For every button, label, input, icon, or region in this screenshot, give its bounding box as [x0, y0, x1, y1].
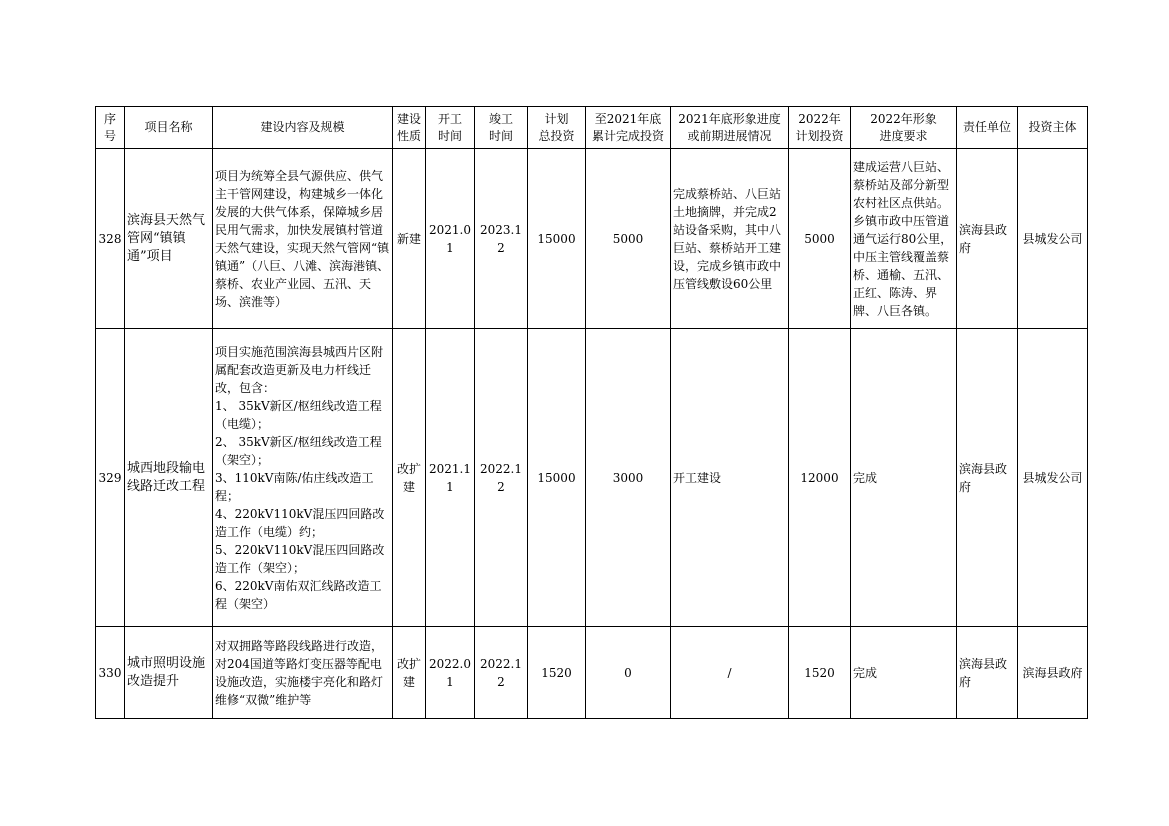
start-date: 2022.01	[426, 627, 475, 719]
construction-nature: 改扩建	[393, 329, 426, 627]
header-cell: 项目名称	[125, 107, 213, 149]
plan-investment-2022: 1520	[789, 627, 851, 719]
header-cell: 2021年底形象进度 或前期进展情况	[671, 107, 789, 149]
requirement-2022: 完成	[851, 329, 957, 627]
investment-done-2021: 0	[586, 627, 671, 719]
total-investment: 1520	[528, 627, 586, 719]
header-row	[96, 107, 1088, 149]
construction-nature: 新建	[393, 149, 426, 329]
investor: 滨海县政府	[1018, 627, 1088, 719]
header-cell: 开工 时间	[426, 107, 475, 149]
header-cell: 建设内容及规模	[213, 107, 393, 149]
table-row	[96, 627, 1088, 719]
investor: 县城发公司	[1018, 149, 1088, 329]
end-date: 2022.12	[475, 627, 528, 719]
header-cell: 至2021年底 累计完成投资	[586, 107, 671, 149]
responsible-unit: 滨海县政府	[957, 149, 1018, 329]
progress-2021: 开工建设	[671, 329, 789, 627]
header-cell: 竣工 时间	[475, 107, 528, 149]
requirement-2022: 建成运营八巨站、蔡桥站及部分新型农村社区点供站。乡镇市政中压管道通气运行80公里，中压主管线覆盖蔡桥、通榆、五汛、正红、陈涛、界牌、八巨各镇。	[851, 149, 957, 329]
end-date: 2022.12	[475, 329, 528, 627]
construction-nature: 改扩建	[393, 627, 426, 719]
header-cell: 计划 总投资	[528, 107, 586, 149]
total-investment: 15000	[528, 149, 586, 329]
header-cell: 投资主体	[1018, 107, 1088, 149]
construction-content: 项目实施范围滨海县城西片区附属配套改造更新及电力杆线迁改，包含： 1、 35kV新区/枢纽线改造工程（电缆）； 2、 35kV新区/枢纽线改造工程（架空）； 3、110kV南陈/佑庄线改造工程； 4、220kV110kV混压四回路改造工作（电缆）约； 5、220kV110kV混压四回路改造工作（架空）； 6、220kV南佑双汇线路改造工程（架空）	[213, 329, 393, 627]
progress-2021: 完成蔡桥站、八巨站土地摘牌，并完成2站设备采购，其中八巨站、蔡桥站开工建设，完成乡镇市政中压管线敷设60公里	[671, 149, 789, 329]
plan-investment-2022: 12000	[789, 329, 851, 627]
investment-done-2021: 5000	[586, 149, 671, 329]
requirement-2022: 完成	[851, 627, 957, 719]
investment-done-2021: 3000	[586, 329, 671, 627]
construction-content: 对双拥路等路段线路进行改造，对204国道等路灯变压器等配电设施改造，实施楼宇亮化和路灯维修“双微”维护等	[213, 627, 393, 719]
responsible-unit: 滨海县政府	[957, 329, 1018, 627]
row-number: 329	[96, 329, 125, 627]
end-date: 2023.12	[475, 149, 528, 329]
header-cell: 序 号	[96, 107, 125, 149]
project-name: 滨海县天然气管网“镇镇通”项目	[125, 149, 213, 329]
project-table	[95, 106, 1088, 719]
start-date: 2021.01	[426, 149, 475, 329]
header-cell: 责任单位	[957, 107, 1018, 149]
project-name: 城市照明设施改造提升	[125, 627, 213, 719]
table-row	[96, 329, 1088, 627]
header-cell: 2022年形象 进度要求	[851, 107, 957, 149]
header-cell: 2022年 计划投资	[789, 107, 851, 149]
row-number: 330	[96, 627, 125, 719]
total-investment: 15000	[528, 329, 586, 627]
construction-content: 项目为统筹全县气源供应、供气主干管网建设，构建城乡一体化发展的大供气体系，保障城乡居民用气需求，加快发展镇村管道天然气建设，实现天然气管网“镇镇通”（八巨、八滩、滨海港镇、蔡桥、农业产业园、五汛、天场、滨淮等）	[213, 149, 393, 329]
responsible-unit: 滨海县政府	[957, 627, 1018, 719]
progress-2021: /	[671, 627, 789, 719]
project-name: 城西地段输电线路迁改工程	[125, 329, 213, 627]
plan-investment-2022: 5000	[789, 149, 851, 329]
start-date: 2021.11	[426, 329, 475, 627]
investor: 县城发公司	[1018, 329, 1088, 627]
table-row	[96, 149, 1088, 329]
header-cell: 建设 性质	[393, 107, 426, 149]
row-number: 328	[96, 149, 125, 329]
